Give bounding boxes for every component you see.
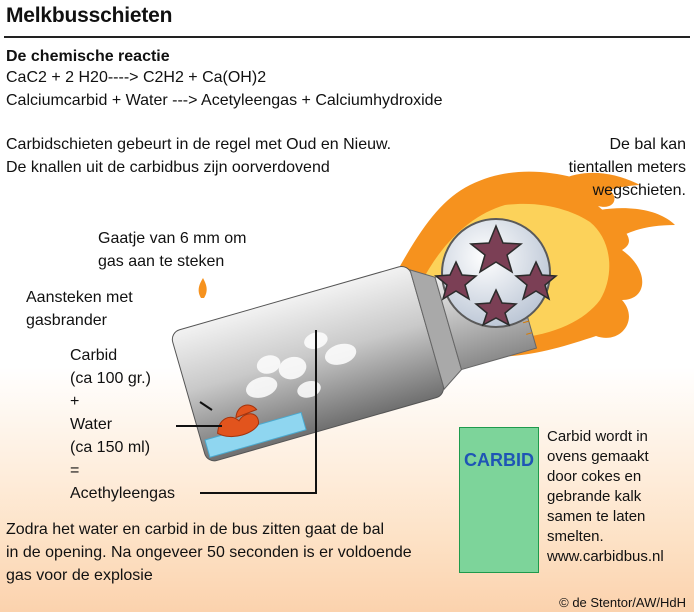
mixture-line: Acethyleengas xyxy=(70,485,175,502)
title: Melkbusschieten xyxy=(6,4,173,27)
carbid-info-line: gebrande kalk xyxy=(547,488,642,505)
carbid-label: CARBID xyxy=(464,450,534,470)
hole-note xyxy=(98,227,247,273)
mixture-line: (ca 150 ml) xyxy=(70,439,151,456)
mixture-line: = xyxy=(70,462,80,479)
bottom-note-line: Zodra het water en carbid in de bus zitten gaat de bal xyxy=(6,521,385,538)
reaction-words: Calciumcarbid + Water ---> Acetyleengas + Calciumhydroxide xyxy=(6,92,443,109)
ball-note-line: wegschieten. xyxy=(592,182,686,199)
bottom-note-line: gas voor de explosie xyxy=(6,567,153,584)
intro-text xyxy=(6,133,391,179)
carbid-info-line: Carbid wordt in xyxy=(547,428,648,445)
ignition-flame xyxy=(199,278,207,298)
title-divider xyxy=(4,36,690,38)
ball-note-line: tientallen meters xyxy=(568,159,686,176)
mixture-note xyxy=(70,344,175,505)
credit: © de Stentor/AW/HdH xyxy=(559,595,686,610)
ball-note xyxy=(569,133,686,202)
carbid-info-line: door cokes en xyxy=(547,468,642,485)
mixture-line: Water xyxy=(70,416,113,433)
ignite-note-line: gasbrander xyxy=(26,312,107,329)
ignite-note xyxy=(26,286,133,332)
carbid-package xyxy=(459,427,539,573)
reaction-formula: CaC2 + 2 H20----> C2H2 + Ca(OH)2 xyxy=(6,69,267,86)
intro-line: De knallen uit de carbidbus zijn oorverdovend xyxy=(6,159,330,176)
mixture-line: (ca 100 gr.) xyxy=(70,370,151,387)
carbid-info xyxy=(547,427,664,567)
carbid-info-line: ovens gemaakt xyxy=(547,448,649,465)
ignite-note-line: Aansteken met xyxy=(26,289,133,306)
carbid-info-link: www.carbidbus.nl xyxy=(547,548,664,565)
bottom-note-line: in de opening. Na ongeveer 50 seconden is er voldoende xyxy=(6,544,412,561)
intro-line: Carbidschieten gebeurt in de regel met Oud en Nieuw. xyxy=(6,136,392,153)
ball-note-line: De bal kan xyxy=(609,136,686,153)
hole-note-line: gas aan te steken xyxy=(98,253,225,270)
hole-note-line: Gaatje van 6 mm om xyxy=(98,230,247,247)
reaction-heading: De chemische reactie xyxy=(6,48,170,65)
bottom-note xyxy=(6,518,412,587)
carbid-info-line: smelten. xyxy=(547,528,604,545)
carbid-info-line: samen te laten xyxy=(547,508,646,525)
mixture-line: Carbid xyxy=(70,347,118,364)
mixture-line: + xyxy=(70,393,80,410)
